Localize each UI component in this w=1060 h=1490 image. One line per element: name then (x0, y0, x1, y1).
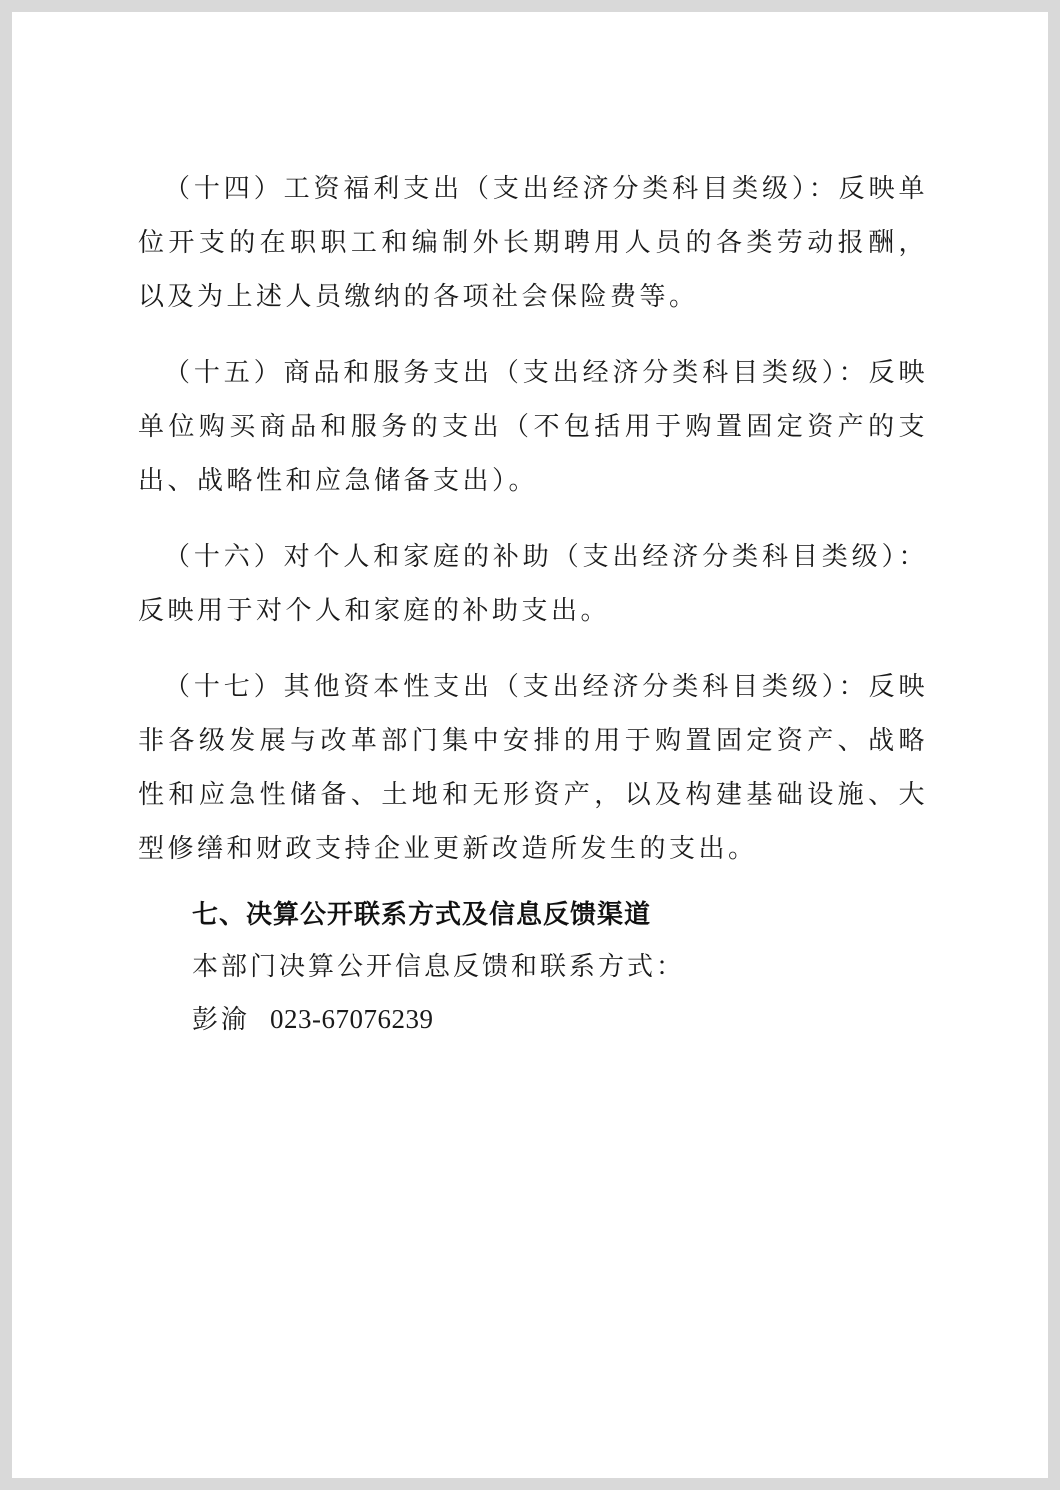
paragraph-wage-benefit-expense: （十四）工资福利支出（支出经济分类科目类级）：反映单位开支的在职职工和编制外长期聘用人员的各类劳动报酬，以及为上述人员缴纳的各项社会保险费等。 (138, 174, 928, 312)
paragraph-other-capital-expense: （十七）其他资本性支出（支出经济分类科目类级）：反映非各级发展与改革部门集中安排的用于购置固定资产、战略性和应急性储备、土地和无形资产，以及构建基础设施、大型修缮和财政支持企业更新改造所发生的支出。 (138, 672, 928, 864)
section-heading-contact: 七、决算公开联系方式及信息反馈渠道 (192, 900, 652, 930)
contact-name: 彭渝 (192, 1005, 251, 1035)
document-page (12, 12, 1048, 1478)
paragraph-household-subsidy: （十六）对个人和家庭的补助（支出经济分类科目类级）：反映用于对个人和家庭的补助支出。 (138, 542, 928, 626)
paragraph-goods-services-expense: （十五）商品和服务支出（支出经济分类科目类级）：反映单位购买商品和服务的支出（不包括用于购置固定资产的支出、战略性和应急储备支出）。 (138, 358, 928, 496)
contact-phone: 023-67076239 (270, 1004, 434, 1034)
contact-line (192, 994, 434, 1045)
contact-intro-text: 本部门决算公开信息反馈和联系方式： (192, 952, 686, 982)
body-text (138, 162, 928, 898)
